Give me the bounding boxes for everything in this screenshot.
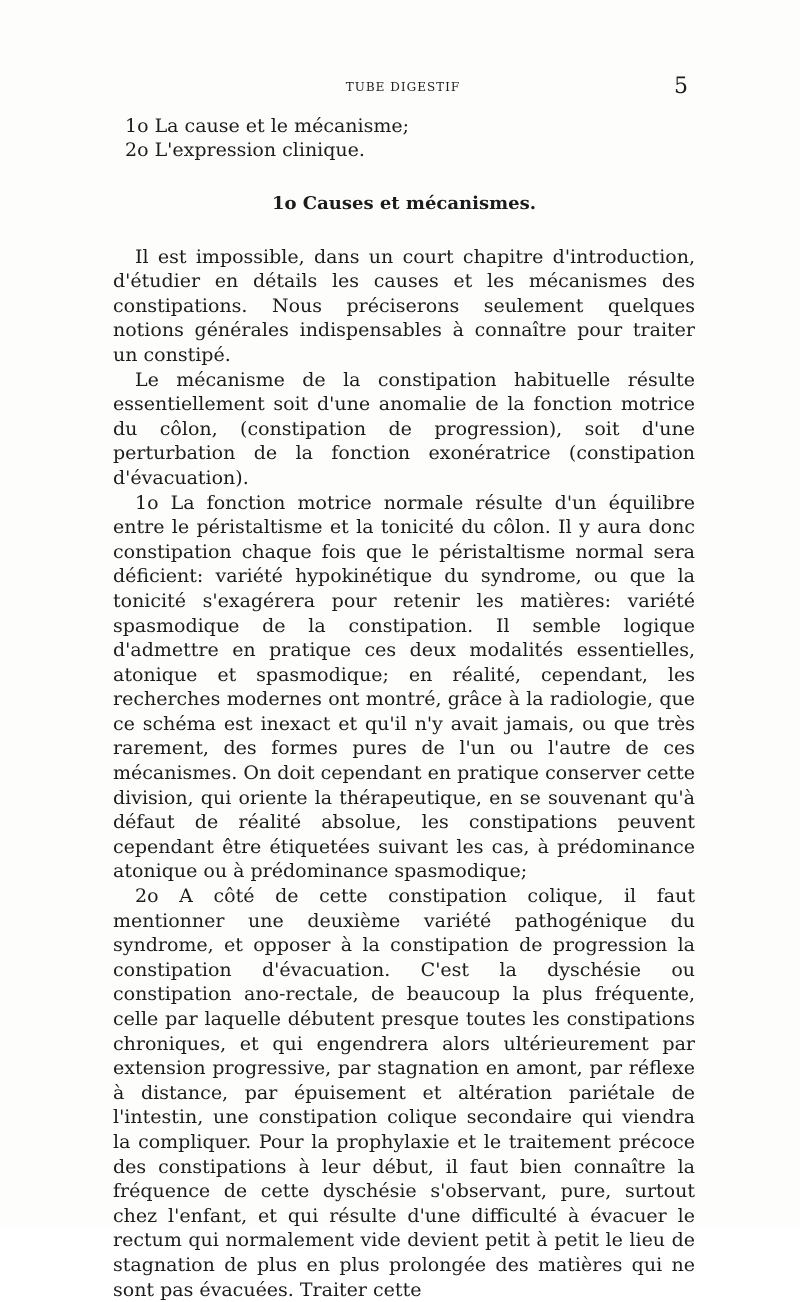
running-head	[118, 74, 688, 100]
paragraph: 1o La fonction motrice normale résulte d'un équilibre entre le péristaltisme et la tonicité du côlon. Il y aura donc constipation chaque fois que le péristaltisme normal sera déficient: variété hypokinétique du syndrome, ou que la tonicité s'exagérera pour retenir les matières: variété spasmodique de la constipation. Il semble logique d'admettre en pratique ces deux modalités essentielles, atonique et spasmodique; en réalité, cependant, les recherches modernes ont montré, grâce à la radiologie, que ce schéma est inexact et qu'il n'y avait jamais, ou que très rarement, des formes pures de l'un ou l'autre de ces mécanismes. On doit cependant en pratique conserver cette division, qui oriente la thérapeutique, en se souvenant qu'à défaut de réalité absolue, les constipations peuvent cependant être étiquetées suivant les cas, à prédominance atonique ou à prédominance spasmodique;	[113, 491, 695, 883]
outline-list	[113, 114, 695, 162]
outline-item: 2o L'expression clinique.	[125, 139, 365, 161]
paragraph: Le mécanisme de la constipation habituelle résulte essentiellement soit d'une anomalie de la fonction motrice du côlon, (constipation de progression), soit d'une perturbation de la fonction exonératrice (constipation d'évacuation).	[113, 368, 695, 489]
paragraph: Il est impossible, dans un court chapitre d'introduction, d'étudier en détails les causes et les mécanismes des constipations. Nous préciserons seulement quelques notions générales indispensables à connaître pour traiter un constipé.	[113, 245, 695, 366]
paragraph: 2o A côté de cette constipation colique, il faut mentionner une deuxième variété pathogénique du syndrome, et opposer à la constipation de progression la constipation d'évacuation. C'est la dyschésie ou constipation ano-rectale, de beaucoup la plus fréquente, celle par laquelle débutent presque toutes les constipations chroniques, et qui engendrera alors ultérieurement par extension progressive, par stagnation en amont, par réflexe à distance, par épuisement et altération pariétale de l'intestin, une constipation colique secondaire qui viendra la compliquer. Pour la prophylaxie et le traitement précoce des constipations à leur début, il faut bien connaître la fréquence de cette dyschésie s'observant, pure, surtout chez l'enfant, et qui résulte d'une difficulté à évacuer le rectum qui normalement vide devient petit à petit le lieu de stagnation de plus en plus prolongée des matières qui ne sont pas évacuées. Traiter cette	[113, 885, 695, 1301]
outline-item: 1o La cause et le mécanisme;	[125, 115, 410, 137]
page-body	[113, 114, 695, 1302]
page-number: 5	[674, 74, 688, 99]
running-title: TUBE DIGESTIF	[345, 80, 461, 94]
section-heading: 1o Causes et mécanismes.	[272, 193, 536, 214]
